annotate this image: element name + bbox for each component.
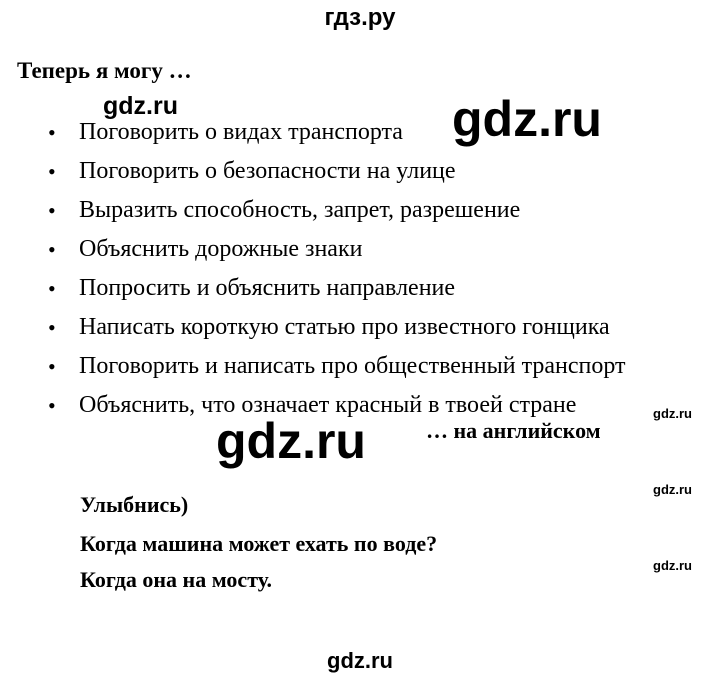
site-header: гдз.ру: [324, 4, 396, 31]
watermark-tiny: gdz.ru: [653, 406, 692, 421]
watermark-large: gdz.ru: [452, 91, 602, 147]
list-item-text: Попросить и объяснить направление: [79, 275, 456, 301]
bullet-icon: •: [48, 120, 56, 145]
list-item-text: Написать короткую статью про известного гонщика: [79, 314, 610, 340]
watermark-tiny: gdz.ru: [653, 482, 692, 497]
footer-watermark: gdz.ru: [327, 648, 393, 673]
watermark-small: gdz.ru: [103, 92, 178, 120]
list-item-text: Поговорить и написать про общественный транспорт: [79, 353, 626, 379]
joke-answer: Когда она на мосту.: [80, 567, 273, 592]
list-item-text: Объяснить дорожные знаки: [79, 236, 363, 262]
list-item-text: Объяснить, что означает красный в твоей стране: [79, 392, 577, 418]
page-heading: Теперь я могу …: [17, 58, 192, 83]
list-item-text: Поговорить о безопасности на улице: [79, 158, 456, 184]
language-suffix: … на английском: [426, 418, 601, 443]
list-item-text: Выразить способность, запрет, разрешение: [79, 197, 521, 223]
bullet-icon: •: [48, 354, 56, 379]
list-item-text: Поговорить о видах транспорта: [79, 119, 403, 145]
bullet-icon: •: [48, 198, 56, 223]
bullet-icon: •: [48, 159, 56, 184]
joke-question: Когда машина может ехать по воде?: [80, 531, 438, 556]
joke-title: Улыбнись): [80, 492, 189, 517]
bullet-icon: •: [48, 237, 56, 262]
bullet-icon: •: [48, 276, 56, 301]
bullet-icon: •: [48, 393, 56, 418]
watermark-tiny: gdz.ru: [653, 558, 692, 573]
watermark-large: gdz.ru: [216, 413, 366, 469]
bullet-icon: •: [48, 315, 56, 340]
